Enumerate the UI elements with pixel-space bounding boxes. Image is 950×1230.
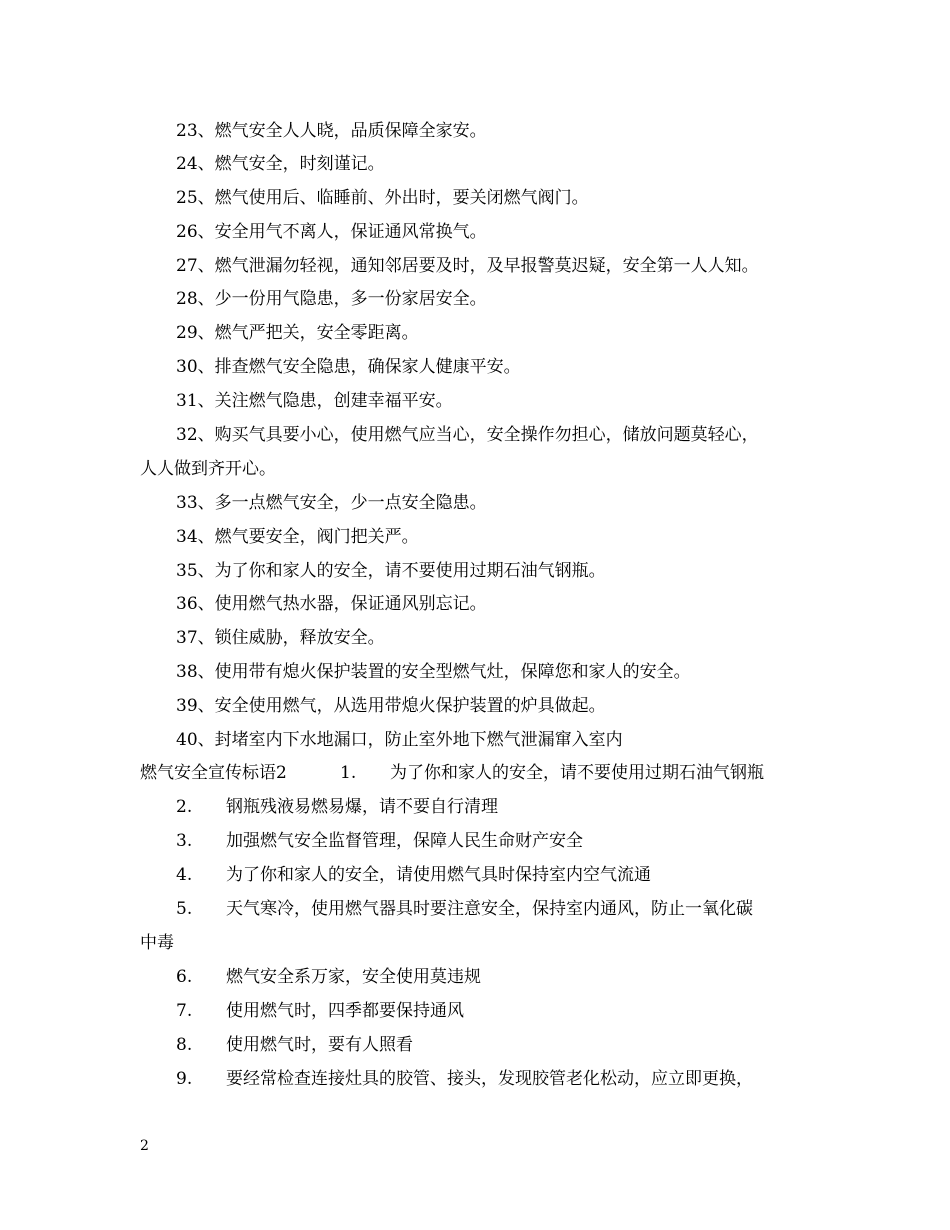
- slogan-line: 23、燃气安全人人晓，品质保障全家安。: [176, 121, 487, 141]
- numbered-item: [140, 1034, 866, 1056]
- item-text: 要经常检查连接灶具的胶管、接头，发现胶管老化松动，应立即更换，: [226, 1069, 753, 1089]
- item-number: 2.: [176, 797, 193, 817]
- item-text: 为了你和家人的安全，请不要使用过期石油气钢瓶: [390, 763, 764, 783]
- slogan-line: 34、燃气要安全，阀门把关严。: [176, 527, 419, 547]
- item-text: 为了你和家人的安全，请使用燃气具时保持室内空气流通: [226, 865, 651, 885]
- item-number: 5.: [176, 899, 193, 919]
- numbered-item: [140, 830, 866, 852]
- item-number: 9.: [176, 1069, 193, 1089]
- page-number: 2: [140, 1138, 149, 1154]
- item-number: 8.: [176, 1035, 193, 1055]
- item-text: 天气寒冷，使用燃气器具时要注意安全，保持室内通风，防止一氧化碳: [226, 899, 753, 919]
- item-number: 4.: [176, 865, 193, 885]
- slogan-line: 25、燃气使用后、临睡前、外出时，要关闭燃气阀门。: [176, 188, 589, 208]
- slogan-line: 33、多一点燃气安全，少一点安全隐患。: [176, 493, 487, 513]
- numbered-item: [140, 966, 866, 988]
- slogan-line: 39、安全使用燃气，从选用带熄火保护装置的炉具做起。: [176, 696, 606, 716]
- slogan-line: 32、购买气具要小心，使用燃气应当心，安全操作勿担心，储放问题莫轻心，: [176, 425, 759, 445]
- slogan-line: 29、燃气严把关，安全零距离。: [176, 323, 419, 343]
- slogan-line: 36、使用燃气热水器，保证通风别忘记。: [176, 594, 487, 614]
- numbered-item: [140, 898, 866, 920]
- numbered-item: [140, 796, 866, 818]
- item-number: 3.: [176, 831, 193, 851]
- slogan-line: 40、封堵室内下水地漏口，防止室外地下燃气泄漏窜入室内: [176, 730, 623, 750]
- numbered-item: [140, 1068, 866, 1090]
- section2-title: 燃气安全宣传标语2: [140, 763, 287, 783]
- item-number: 1.: [340, 763, 357, 783]
- numbered-item: [140, 864, 866, 886]
- item-text: 加强燃气安全监督管理，保障人民生命财产安全: [226, 831, 583, 851]
- numbered-item: [140, 1000, 866, 1022]
- numbered-item-continuation: [140, 932, 830, 954]
- slogan-line: 31、关注燃气隐患，创建幸福平安。: [176, 391, 453, 411]
- slogan-line: 24、燃气安全，时刻谨记。: [176, 154, 385, 174]
- item-text: 使用燃气时，四季都要保持通风: [226, 1001, 464, 1021]
- slogan-line: 27、燃气泄漏勿轻视，通知邻居要及时，及早报警莫迟疑，安全第一人人知。: [176, 256, 759, 276]
- section2-title-line: [140, 762, 830, 784]
- slogan-line: 30、排查燃气安全隐患，确保家人健康平安。: [176, 357, 521, 377]
- slogan-line: 37、锁住威胁，释放安全。: [176, 628, 385, 648]
- item-number: 6.: [176, 967, 193, 987]
- item-text: 使用燃气时，要有人照看: [226, 1035, 413, 1055]
- slogan-line-continuation: 人人做到齐开心。: [140, 459, 276, 479]
- slogan-line: 38、使用带有熄火保护装置的安全型燃气灶，保障您和家人的安全。: [176, 662, 691, 682]
- slogan-line: 35、为了你和家人的安全，请不要使用过期石油气钢瓶。: [176, 561, 606, 581]
- slogan-line: 26、安全用气不离人，保证通风常换气。: [176, 222, 487, 242]
- item-text: 中毒: [140, 933, 174, 953]
- item-text: 钢瓶残液易燃易爆，请不要自行清理: [226, 797, 498, 817]
- slogan-line: 28、少一份用气隐患，多一份家居安全。: [176, 289, 487, 309]
- item-number: 7.: [176, 1001, 193, 1021]
- item-text: 燃气安全系万家，安全使用莫违规: [226, 967, 481, 987]
